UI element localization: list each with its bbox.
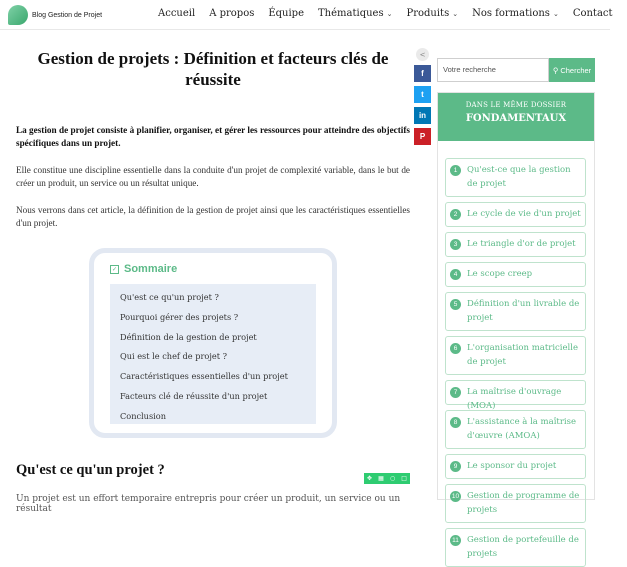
dossier-widget	[437, 92, 595, 559]
dossier-item[interactable]	[445, 158, 586, 197]
nav-item-contact[interactable]	[573, 8, 613, 19]
nav-item-accueil[interactable]	[158, 8, 195, 19]
item-number: 11	[450, 535, 461, 546]
item-label: Gestion de portefeuille de projets	[467, 535, 579, 559]
article-paragraph-cut: Un projet est un effort temporaire entrepris pour créer un produit, un service ou un résultat	[16, 494, 401, 514]
nav-label: Accueil	[158, 8, 196, 19]
share-icon[interactable]: <	[416, 48, 429, 61]
share-bar	[414, 48, 431, 145]
item-label: Gestion de programme de projets	[467, 491, 580, 515]
logo-leaf-icon	[8, 5, 28, 25]
dossier-item[interactable]	[445, 528, 586, 567]
linkedin-icon[interactable]: in	[414, 107, 431, 124]
item-label: Le triangle d'or de projet	[467, 239, 576, 249]
dossier-item[interactable]	[445, 410, 586, 449]
dossier-item[interactable]	[445, 454, 586, 479]
toc-item[interactable]: Conclusion	[120, 410, 166, 421]
item-number: 8	[450, 417, 461, 428]
chevron-down-icon: ⌄	[386, 9, 393, 18]
logo-text: Blog Gestion de Projet	[32, 11, 103, 19]
article-paragraph: Nous verrons dans cet article, la définition de la gestion de projet ainsi que les caractéristiques essentielles d'un projet.	[16, 205, 410, 228]
comment-icon[interactable]: ○	[389, 475, 396, 482]
dossier-header	[438, 93, 594, 141]
copy-icon[interactable]: □	[401, 475, 407, 482]
article-paragraph: Elle constitue une discipline essentielle dans la conduite d'un projet de complexité variable, dans le but de créer un produit, un service ou un résultat unique.	[16, 165, 410, 188]
site-logo[interactable]	[8, 5, 102, 25]
nav-item-thematiques[interactable]	[318, 8, 392, 19]
item-number: 9	[450, 461, 461, 472]
item-number: 5	[450, 299, 461, 310]
toc-item[interactable]: Qu'est ce qu'un projet ?	[120, 292, 219, 302]
item-number: 3	[450, 239, 461, 250]
item-number: 10	[451, 493, 460, 500]
item-number: 6	[450, 343, 461, 354]
search-input[interactable]: Votre recherche	[437, 58, 549, 82]
site-header	[0, 0, 613, 30]
nav-item-nos-formations[interactable]	[472, 8, 559, 19]
chevron-down-icon: ⌄	[452, 9, 459, 18]
pinterest-icon[interactable]: P	[414, 128, 431, 145]
toc-item[interactable]: Définition de la gestion de projet	[120, 331, 257, 342]
item-number: 7	[450, 387, 461, 398]
item-label: L'organisation matricielle de projet	[467, 343, 579, 367]
nav-label: Produits	[406, 8, 450, 19]
content-toolbar	[364, 473, 410, 484]
dossier-item[interactable]	[445, 336, 586, 375]
duplicate-icon[interactable]: ▦	[378, 475, 384, 482]
nav-item-produits[interactable]	[406, 8, 458, 19]
item-label: L'assistance à la maîtrise d'œuvre (AMOA)	[467, 417, 576, 441]
twitter-icon[interactable]: t	[414, 86, 431, 103]
nav-label: Équipe	[268, 8, 305, 19]
nav-item-a-propos[interactable]	[209, 8, 254, 19]
search-button-label: Chercher	[560, 65, 592, 75]
item-label: Définition d'un livrable de projet	[467, 299, 580, 323]
item-label: La maîtrise d'ouvrage (MOA)	[467, 387, 562, 411]
dossier-list	[438, 141, 594, 567]
toc-header[interactable]	[110, 263, 177, 275]
toc-item[interactable]: Caractéristiques essentielles d'un projet	[120, 371, 288, 382]
article-intro: La gestion de projet consiste à planifier, organiser, et gérer les ressources pour atteindre des objectifs spécifiques dans un projet.	[16, 125, 410, 148]
toc-item[interactable]: Pourquoi gérer des projets ?	[120, 311, 239, 322]
dossier-subtitle: DANS LE MÊME DOSSIER	[465, 101, 567, 109]
toc-item[interactable]: Facteurs clé de réussite d'un projet	[120, 390, 268, 401]
nav-label: Nos formations	[472, 8, 550, 19]
nav-item-equipe[interactable]	[268, 8, 304, 19]
nav-label: Contact	[572, 8, 613, 19]
search-form	[437, 58, 595, 82]
move-icon[interactable]: ✥	[367, 475, 373, 482]
dossier-title: FONDAMENTAUX	[465, 113, 567, 124]
table-of-contents	[89, 248, 337, 438]
main-nav	[158, 8, 627, 19]
item-label: Le sponsor du projet	[467, 461, 557, 471]
item-label: Le scope creep	[467, 269, 533, 279]
dossier-item[interactable]	[445, 380, 586, 411]
facebook-icon[interactable]: f	[414, 65, 431, 82]
nav-label: Thématiques	[318, 8, 384, 19]
dossier-item[interactable]	[445, 232, 586, 257]
section-heading: Qu'est ce qu'un projet ?	[16, 462, 165, 478]
checkbox-icon: ✓	[111, 265, 118, 273]
item-number: 4	[450, 269, 461, 280]
nav-label: A propos	[209, 8, 255, 19]
article-content	[16, 48, 410, 230]
dossier-item[interactable]	[445, 292, 586, 331]
search-icon: ⚲	[552, 65, 559, 75]
dossier-item[interactable]	[445, 484, 586, 523]
dossier-item[interactable]	[445, 202, 586, 227]
search-button[interactable]	[549, 58, 595, 82]
toc-list	[110, 284, 316, 424]
dossier-item[interactable]	[445, 262, 586, 287]
toc-title: Sommaire	[124, 263, 178, 275]
page-title: Gestion de projets : Définition et facteurs clés de réussite	[37, 49, 389, 89]
item-number: 1	[450, 165, 461, 176]
item-label: Le cycle de vie d'un projet	[467, 209, 581, 219]
toc-item[interactable]: Qui est le chef de projet ?	[120, 351, 227, 362]
chevron-down-icon: ⌄	[552, 9, 559, 18]
item-number: 2	[450, 209, 461, 220]
item-label: Qu'est-ce que la gestion de projet	[467, 165, 571, 189]
